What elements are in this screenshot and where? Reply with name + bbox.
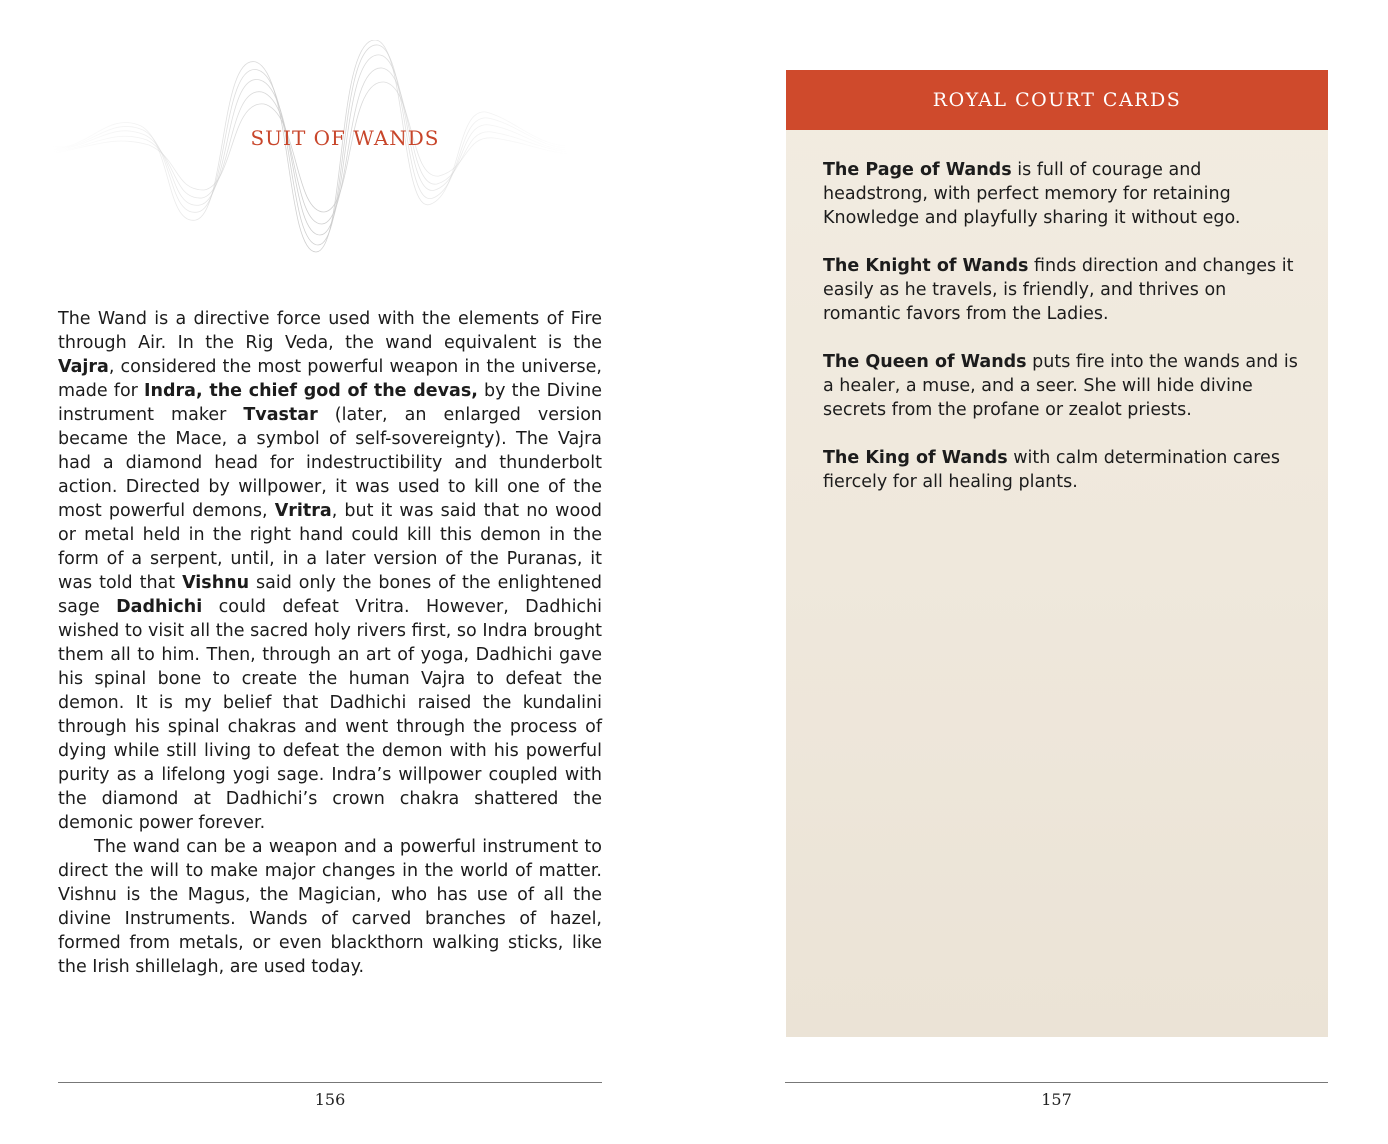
panel-title: ROYAL COURT CARDS (786, 70, 1328, 130)
court-card-list (823, 158, 1298, 518)
court-card-queen: The Queen of Wands puts fire into the wands and is a healer, a muse, and a seer. She will hide divine secrets from the profane or zealot priests. (823, 352, 1298, 420)
paragraph-1: The Wand is a directive force used with the elements of Fire through Air. In the Rig Veda, the wand equivalent is the Vajra, considered the most powerful weapon in the universe, made for Indra, the chief god of the devas, by the Divine instrument maker Tvastar (later, an enlarged version became the Mace, a symbol of self-sovereignty). The Vajra had a diamond head for indestructibility and thunderbolt action. Directed by willpower, it was used to kill one of the most powerful demons, Vritra, but it was said that no wood or metal held in the right hand could kill this demon in the form of a serpent, until, in a later version of the Puranas, it was told that Vishnu said only the bones of the enlightened sage Dadhichi could defeat Vritra. However, Dadhichi wished to visit all the sacred holy rivers first, so Indra brought them all to him. Then, through an art of yoga, Dadhichi gave his spinal bone to create the human Vajra to defeat the demon. It is my belief that Dadhichi raised the kundalini through his spinal chakras and went through the process of dying while still living to defeat the demon with his powerful purity as a lifelong yogi sage. Indra’s willpower coupled with the diamond at Dadhichi’s crown chakra shattered the demonic power forever. (58, 309, 603, 833)
royal-court-panel (786, 70, 1328, 1037)
court-card-king: The King of Wands with calm determination cares fiercely for all healing plants. (823, 448, 1280, 492)
footer-rule (58, 1082, 602, 1083)
footer-rule (785, 1082, 1328, 1083)
chapter-title: SUIT OF WANDS (250, 126, 440, 150)
page-number: 157 (1041, 1090, 1072, 1109)
court-card-knight: The Knight of Wands finds direction and changes it easily as he travels, is friendly, and thrives on romantic favors from the Ladies. (823, 256, 1294, 324)
page-number: 156 (314, 1090, 346, 1109)
court-card-page: The Page of Wands is full of courage and headstrong, with perfect memory for retaining Knowledge and playfully sharing it without ego. (823, 160, 1241, 228)
paragraph-2: The wand can be a weapon and a powerful instrument to direct the will to make major changes in the world of matter. Vishnu is the Magus, the Magician, who has use of all the divine Instruments. Wands of carved branches of hazel, formed from metals, or even blackthorn walking sticks, like the Irish shillelagh, are used today. (58, 837, 602, 977)
sound-wave-graphic (50, 40, 570, 260)
right-page (694, 0, 1388, 1144)
body-text (58, 307, 602, 979)
